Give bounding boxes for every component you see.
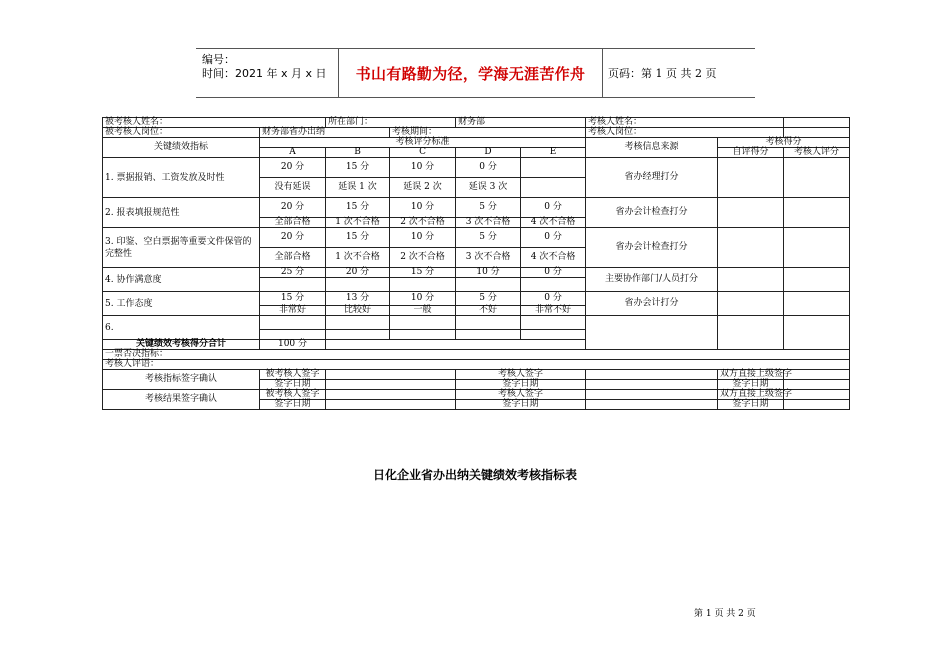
superior-sign-label: 双方直接上级签字: [718, 390, 784, 400]
sign-date-field[interactable]: [784, 380, 850, 390]
total-label: 关键绩效考核得分合计: [103, 340, 260, 350]
grade-desc: 延误 1 次: [326, 178, 390, 198]
grade-desc: 4 次不合格: [521, 218, 586, 228]
kpi-name: 6.: [103, 316, 260, 340]
kpi-row: [103, 268, 850, 278]
sign-date-field[interactable]: [326, 380, 456, 390]
assessee-post-label: 被考核人岗位：: [103, 128, 260, 138]
page-footer: 第 1 页 共 2 页: [694, 609, 756, 619]
kpi-name: 2. 报表填报规范性: [103, 198, 260, 228]
kpi-name: 3. 印鉴、空白票据等重要文件保管的完整性: [103, 228, 260, 268]
assessee-sign-label: 被考核人签字: [260, 390, 326, 400]
kpi-column-header: 关键绩效指标: [103, 138, 260, 158]
sign-date-label: 签字日期: [718, 380, 784, 390]
assessee-name-label: 被考核人姓名：: [103, 118, 326, 128]
kpi-name: 4. 协作满意度: [103, 268, 260, 292]
grade-desc-empty: [521, 278, 586, 292]
assessor-post-value[interactable]: [784, 128, 850, 138]
page-indicator: 页码：第 1 页 共 2 页: [608, 67, 717, 80]
grade-desc: 全部合格: [260, 248, 326, 268]
grade-e-header: E: [521, 148, 586, 158]
grade-desc-empty: [260, 278, 326, 292]
sign-date-field[interactable]: [586, 380, 718, 390]
grade-score: 15 分: [326, 198, 390, 218]
grade-score: 10 分: [390, 158, 456, 178]
grade-score: 15 分: [326, 228, 390, 248]
sign-date-label: 签字日期: [260, 400, 326, 410]
self-score-cell[interactable]: [718, 292, 784, 316]
assessor-score-cell[interactable]: [784, 292, 850, 316]
kpi-row: [103, 228, 850, 248]
grade-score[interactable]: [456, 316, 521, 330]
assessor-sign-field[interactable]: [586, 390, 718, 400]
document-header: [196, 48, 755, 98]
assessor-score-cell[interactable]: [784, 198, 850, 228]
sign-date-label: 签字日期: [456, 380, 586, 390]
kpi-table: [102, 117, 850, 410]
assessor-name-value[interactable]: [784, 118, 850, 128]
grade-desc: 非常不好: [521, 306, 586, 316]
info-source: 省办会计检查打分: [586, 228, 718, 268]
comment-row: [103, 360, 850, 370]
source-column-header: 考核信息来源: [586, 138, 718, 158]
total-empty: [326, 340, 586, 350]
grade-a-header: A: [260, 148, 326, 158]
grade-desc: 全部合格: [260, 218, 326, 228]
grade-score: 0 分: [521, 228, 586, 248]
grade-desc: 延误 2 次: [390, 178, 456, 198]
post-value: 财务部省办出纳: [260, 128, 390, 138]
grade-desc-empty[interactable]: [260, 330, 326, 340]
grade-desc: 2 次不合格: [390, 248, 456, 268]
superior-sign-field[interactable]: [784, 370, 850, 380]
grade-desc: 1 次不合格: [326, 248, 390, 268]
grade-score: 15 分: [326, 158, 390, 178]
number-label: 编号：: [202, 53, 235, 66]
grade-desc: 延误 3 次: [456, 178, 521, 198]
grade-score: 20 分: [260, 198, 326, 218]
total-value: 100 分: [260, 340, 326, 350]
superior-sign-field[interactable]: [784, 390, 850, 400]
grade-score: 10 分: [390, 228, 456, 248]
grade-score: 10 分: [390, 292, 456, 306]
veto-row: [103, 350, 850, 360]
department-label: 所在部门：: [326, 118, 456, 128]
result-confirm-label: 考核结果签字确认: [103, 390, 260, 410]
sign-date-field[interactable]: [784, 400, 850, 410]
grade-c-header: C: [390, 148, 456, 158]
grade-score: 20 分: [260, 228, 326, 248]
kpi-row: [103, 316, 850, 330]
grade-score: 5 分: [456, 292, 521, 306]
self-score-cell[interactable]: [718, 228, 784, 268]
grade-desc-empty[interactable]: [326, 330, 390, 340]
grade-desc-empty[interactable]: [456, 330, 521, 340]
grade-desc-empty[interactable]: [521, 330, 586, 340]
info-row-1: [103, 118, 850, 128]
grade-desc: 3 次不合格: [456, 218, 521, 228]
self-score-cell[interactable]: [718, 316, 784, 350]
assessor-sign-label: 考核人签字: [456, 370, 586, 380]
info-source: 省办会计打分: [586, 292, 718, 316]
grade-score: 0 分: [521, 268, 586, 278]
grade-d-header: D: [456, 148, 521, 158]
grade-score: 0 分: [521, 292, 586, 306]
grade-desc: 4 次不合格: [521, 248, 586, 268]
grade-desc: 3 次不合格: [456, 248, 521, 268]
document-title: 日化企业省办出纳关键绩效考核指标表: [372, 468, 577, 482]
self-score-cell[interactable]: [718, 268, 784, 292]
grade-desc-empty: [456, 278, 521, 292]
kpi-row: [103, 292, 850, 306]
signoff-row: [103, 390, 850, 400]
grade-desc: 没有延误: [260, 178, 326, 198]
assessee-sign-field[interactable]: [326, 370, 456, 380]
grade-score: 0 分: [521, 198, 586, 218]
info-source: 省办会计检查打分: [586, 198, 718, 228]
sign-date-label: 签字日期: [718, 400, 784, 410]
grade-score: 25 分: [260, 268, 326, 278]
veto-label: 一票否决指标：: [103, 350, 850, 360]
grade-b-header: B: [326, 148, 390, 158]
assessor-sign-field[interactable]: [586, 370, 718, 380]
grade-score: 20 分: [260, 158, 326, 178]
info-source[interactable]: [586, 316, 718, 350]
grade-score: 10 分: [390, 198, 456, 218]
grade-score: 15 分: [390, 268, 456, 278]
comment-label: 考核人评语：: [103, 360, 850, 370]
grade-desc: 非常好: [260, 306, 326, 316]
grade-desc: 不好: [456, 306, 521, 316]
period-label: 考核期间：: [390, 128, 586, 138]
kpi-row: [103, 158, 850, 178]
kpi-name: 5. 工作态度: [103, 292, 260, 316]
grade-desc-empty: [390, 278, 456, 292]
grade-desc-empty: [326, 278, 390, 292]
assessee-sign-field[interactable]: [326, 390, 456, 400]
indicator-confirm-label: 考核指标签字确认: [103, 370, 260, 390]
assessor-sign-label: 考核人签字: [456, 390, 586, 400]
assessee-sign-label: 被考核人签字: [260, 370, 326, 380]
signoff-row: [103, 370, 850, 380]
assessor-score-header: 考核人评分: [784, 148, 850, 158]
grade-score: 10 分: [456, 268, 521, 278]
sign-date-field[interactable]: [586, 400, 718, 410]
grade-score: 20 分: [326, 268, 390, 278]
grade-score[interactable]: [326, 316, 390, 330]
kpi-row: [103, 198, 850, 218]
superior-sign-label: 双方直接上级签字: [718, 370, 784, 380]
motto: 书山有路勤为径，学海无涯苦作舟: [338, 49, 603, 97]
score-column-header: 考核得分: [718, 138, 850, 148]
criteria-column-header: 考核评分标准: [260, 138, 586, 148]
assessor-score-cell[interactable]: [784, 268, 850, 292]
grade-score: 13 分: [326, 292, 390, 306]
self-score-cell[interactable]: [718, 158, 784, 198]
sign-date-field[interactable]: [326, 400, 456, 410]
info-row-2: [103, 128, 850, 138]
info-source: 主要协作部门/人员打分: [586, 268, 718, 292]
grade-score[interactable]: [390, 316, 456, 330]
grade-desc: 1 次不合格: [326, 218, 390, 228]
self-score-cell[interactable]: [718, 198, 784, 228]
grade-desc: 2 次不合格: [390, 218, 456, 228]
grade-score: 15 分: [260, 292, 326, 306]
grade-score: [521, 158, 586, 178]
assessor-post-label: 考核人岗位：: [586, 128, 784, 138]
grade-desc: 比较好: [326, 306, 390, 316]
sign-date-label: 签字日期: [260, 380, 326, 390]
assessor-score-cell[interactable]: [784, 316, 850, 350]
assessor-score-cell[interactable]: [784, 228, 850, 268]
grade-score[interactable]: [521, 316, 586, 330]
grade-score[interactable]: [260, 316, 326, 330]
grade-score: 0 分: [456, 158, 521, 178]
time-label: 时间：2021 年 x 月 x 日: [202, 67, 327, 80]
grade-desc: 一般: [390, 306, 456, 316]
grade-score: 5 分: [456, 198, 521, 218]
info-source: 省办经理打分: [586, 158, 718, 198]
assessor-score-cell[interactable]: [784, 158, 850, 198]
kpi-name: 1. 票据报销、工资发放及时性: [103, 158, 260, 198]
grade-score: 5 分: [456, 228, 521, 248]
department-value: 财务部: [456, 118, 586, 128]
header-meta: [196, 49, 338, 97]
assessor-name-label: 考核人姓名：: [586, 118, 784, 128]
sign-date-label: 签字日期: [456, 400, 586, 410]
grade-desc-empty[interactable]: [390, 330, 456, 340]
self-score-header: 自评得分: [718, 148, 784, 158]
grade-desc: [521, 178, 586, 198]
column-header-row-1: [103, 138, 850, 148]
